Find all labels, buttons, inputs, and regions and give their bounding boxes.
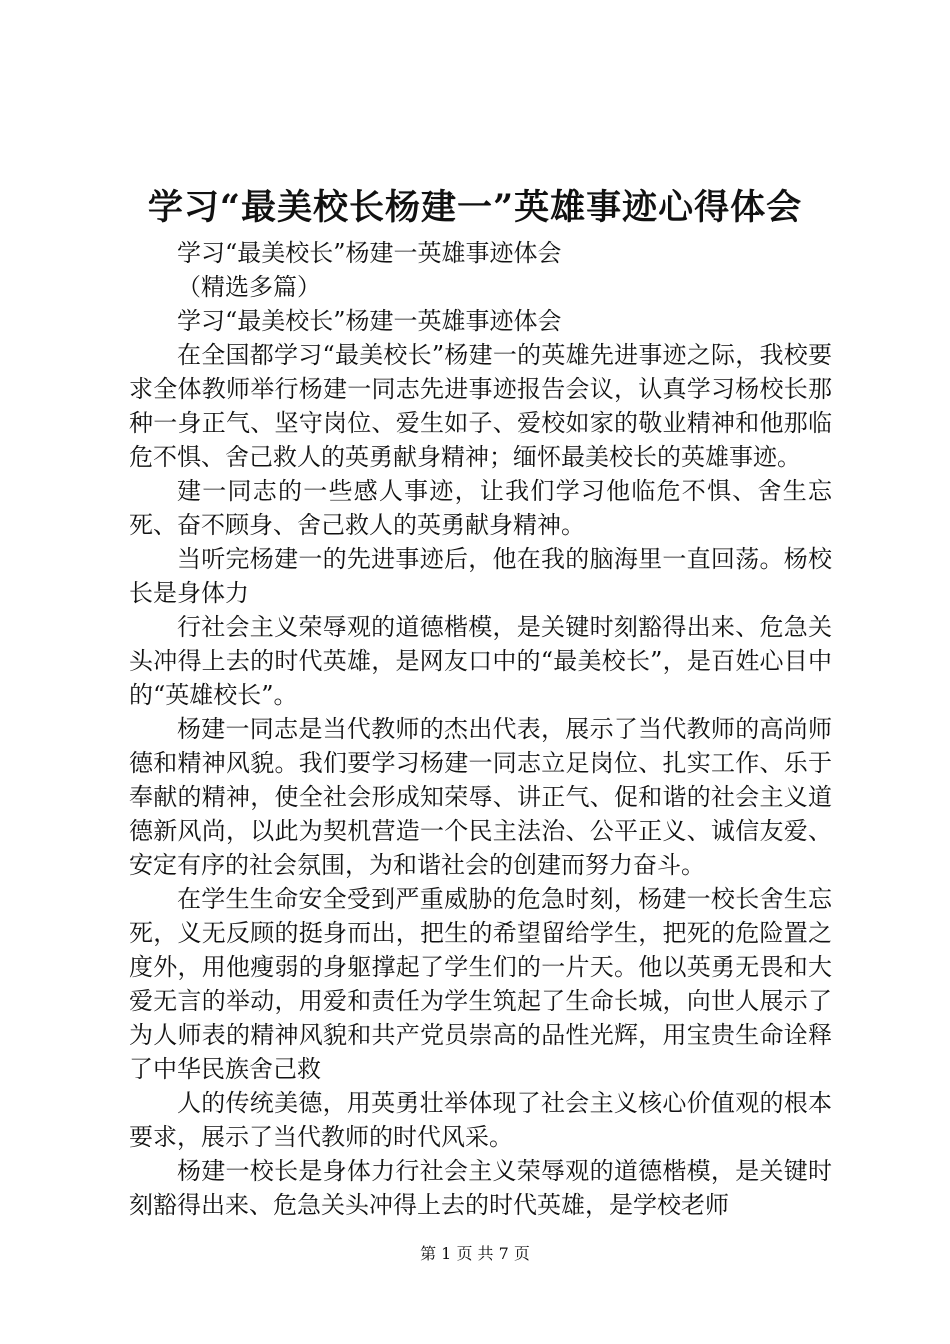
document-title: 学习“最美校长杨建一”英雄事迹心得体会 — [147, 187, 803, 228]
page-footer: 第 1 页 共 7 页 — [420, 1244, 530, 1263]
paragraph: 学习“最美校长”杨建一英雄事迹体会 — [177, 239, 562, 267]
paragraph: 学习“最美校长”杨建一英雄事迹体会 — [177, 307, 562, 335]
paragraph: 建一同志的一些感人事迹，让我们学习他临危不惧、舍生忘死、奋不顾身、舍己救人的英勇献身精神。 — [129, 477, 832, 539]
paragraph: 人的传统美德，用英勇壮举体现了社会主义核心价值观的根本要求，展示了当代教师的时代风采。 — [129, 1089, 832, 1151]
paragraph: 行社会主义荣辱观的道德楷模，是关键时刻豁得出来、危急关头冲得上去的时代英雄，是网友口中的“最美校长”，是百姓心目中的“英雄校长”。 — [129, 613, 832, 709]
paragraph: 杨建一校长是身体力行社会主义荣辱观的道德楷模，是关键时刻豁得出来、危急关头冲得上去的时代英雄，是学校老师 — [129, 1157, 832, 1219]
paragraph: 在学生生命安全受到严重威胁的危急时刻，杨建一校长舍生忘死，义无反顾的挺身而出，把生的希望留给学生，把死的危险置之度外，用他瘦弱的身躯撑起了学生们的一片天。他以英勇无畏和大爱无言的举动，用爱和责任为学生筑起了生命长城，向世人展示了为人师表的精神风貌和共产党员崇高的品性光辉，用宝贵生命诠释了中华民族舍己救 — [129, 885, 832, 1083]
document-body — [129, 236, 832, 1222]
paragraph: 当听完杨建一的先进事迹后，他在我的脑海里一直回荡。杨校长是身体力 — [129, 545, 832, 607]
paragraph: 杨建一同志是当代教师的杰出代表，展示了当代教师的高尚师德和精神风貌。我们要学习杨建一同志立足岗位、扎实工作、乐于奉献的精神，使全社会形成知荣辱、讲正气、促和谐的社会主义道德新风尚，以此为契机营造一个民主法治、公平正义、诚信友爱、安定有序的社会氛围，为和谐社会的创建而努力奋斗。 — [129, 715, 832, 879]
paragraph: （精选多篇） — [177, 273, 321, 301]
paragraph: 在全国都学习“最美校长”杨建一的英雄先进事迹之际，我校要求全体教师举行杨建一同志先进事迹报告会议，认真学习杨校长那种一身正气、坚守岗位、爱生如子、爱校如家的敬业精神和他那临危不惧、舍己救人的英勇献身精神；缅怀最美校长的英雄事迹。 — [129, 341, 832, 471]
